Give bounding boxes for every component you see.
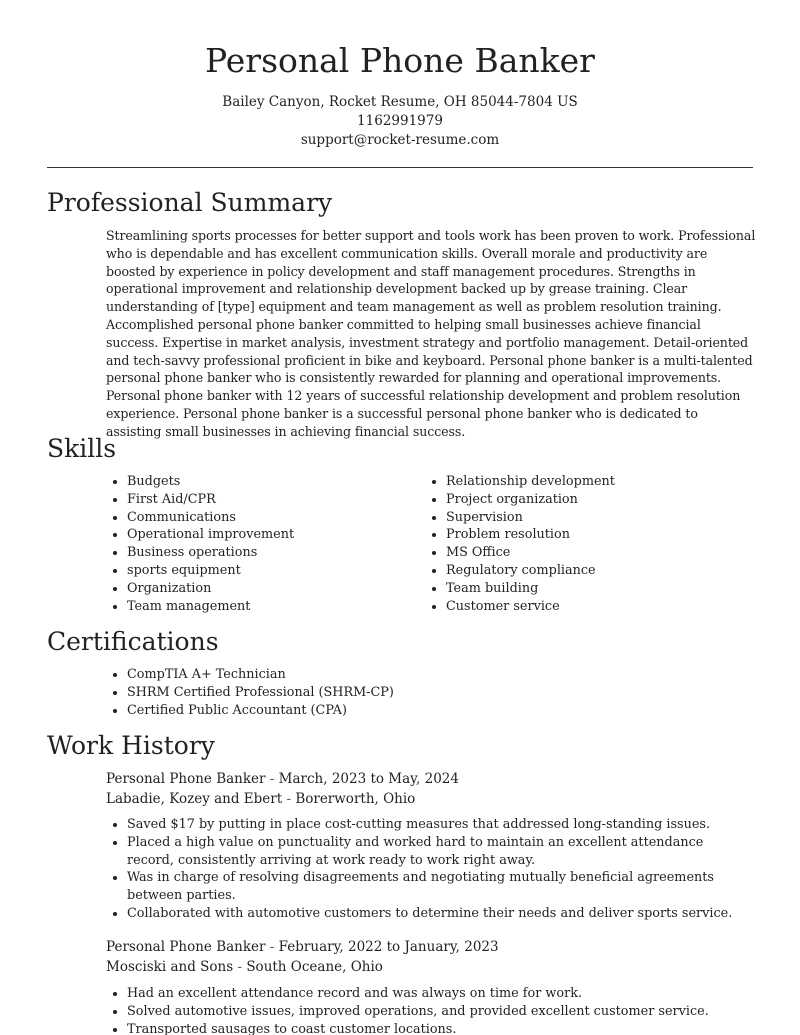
list-item: • Project organization — [446, 491, 766, 509]
resume-name: Personal Phone Banker — [205, 41, 595, 80]
list-item: • Business operations — [127, 544, 417, 562]
separator: - — [233, 959, 247, 975]
certifications-list — [106, 666, 767, 719]
job-dates: February, 2022 to January, 2023 — [278, 939, 499, 955]
list-item: • Budgets — [127, 473, 417, 491]
job-bullets — [106, 816, 747, 923]
job-company-line — [106, 957, 383, 977]
job-company: Mosciski and Sons — [106, 959, 234, 975]
header-divider — [47, 167, 753, 168]
list-item: • Team management — [127, 598, 417, 616]
certifications-heading: Certifications — [47, 627, 219, 656]
list-item: • Saved $17 by putting in place cost-cutting measures that addressed long-standing issues. — [127, 816, 747, 834]
list-item: • Team building — [446, 580, 766, 598]
job-title: Personal Phone Banker — [106, 771, 266, 787]
skills-list-left — [106, 473, 417, 615]
list-item: • Supervision — [446, 509, 766, 527]
list-item: • Problem resolution — [446, 526, 766, 544]
separator: - — [265, 939, 279, 955]
list-item: • First Aid/CPR — [127, 491, 417, 509]
job-company-line — [106, 789, 415, 809]
job-title: Personal Phone Banker — [106, 939, 266, 955]
list-item: • Customer service — [446, 598, 766, 616]
skills-heading: Skills — [47, 434, 117, 463]
list-item: • sports equipment — [127, 562, 417, 580]
job-bullets — [106, 985, 767, 1035]
summary-heading: Professional Summary — [47, 188, 333, 217]
list-item: • Certified Public Accountant (CPA) — [127, 702, 767, 720]
job-location: Borerworth, Ohio — [295, 791, 416, 807]
list-item: • Collaborated with automotive customers to determine their needs and deliver sports service. — [127, 905, 747, 923]
job-dates: March, 2023 to May, 2024 — [278, 771, 459, 787]
list-item: • Transported sausages to coast customer locations. — [127, 1021, 767, 1035]
list-item: • Communications — [127, 509, 417, 527]
job-company: Labadie, Kozey and Ebert — [106, 791, 283, 807]
list-item: • Solved automotive issues, improved operations, and provided excellent customer service. — [127, 1003, 767, 1021]
summary-text: Streamlining sports processes for better support and tools work has been proven to work. Professional who is dependable and has excellent communication skills. Overall morale and productivity are boosted by experience in policy development and staff management procedures. Strengths in operational improvement and relationship development backed up by grease training. Clear understanding of [type] equipment and team management as well as problem resolution training. Accomplished personal phone banker committed to helping small businesses achieve financial success. Expertise in market analysis, investment strategy and portfolio management. Detail-oriented and tech-savvy professional proficient in bike and keyboard. Personal phone banker is a multi-talented personal phone banker who is consistently rewarded for planning and operational improvements. Personal phone banker with 12 years of successful relationship development and problem resolution experience. Personal phone banker is a successful personal phone banker who is dedicated to assisting small businesses in achieving financial success. — [106, 228, 756, 439]
job-title-line — [106, 937, 499, 957]
list-item: • Operational improvement — [127, 526, 417, 544]
list-item: • CompTIA A+ Technician — [127, 666, 767, 684]
list-item: • MS Office — [446, 544, 766, 562]
contact-phone: 1162991979 — [357, 113, 443, 129]
job-location: South Oceane, Ohio — [246, 959, 383, 975]
contact-email: support@rocket-resume.com — [300, 132, 500, 148]
job-title-line — [106, 769, 459, 789]
list-item: • Relationship development — [446, 473, 766, 491]
list-item: • Was in charge of resolving disagreements and negotiating mutually beneficial agreements between parties. — [127, 869, 747, 905]
list-item: • Placed a high value on punctuality and worked hard to maintain an excellent attendance record, consistently arriving at work ready to work right away. — [127, 834, 747, 870]
list-item: • SHRM Certified Professional (SHRM-CP) — [127, 684, 767, 702]
list-item: • Regulatory compliance — [446, 562, 766, 580]
separator: - — [282, 791, 296, 807]
work-history-heading: Work History — [47, 731, 215, 760]
list-item: • Organization — [127, 580, 417, 598]
list-item: • Had an excellent attendance record and was always on time for work. — [127, 985, 767, 1003]
skills-list-right — [425, 473, 766, 615]
separator: - — [265, 771, 279, 787]
contact-address: Bailey Canyon, Rocket Resume, OH 85044-7804 US — [222, 94, 578, 110]
